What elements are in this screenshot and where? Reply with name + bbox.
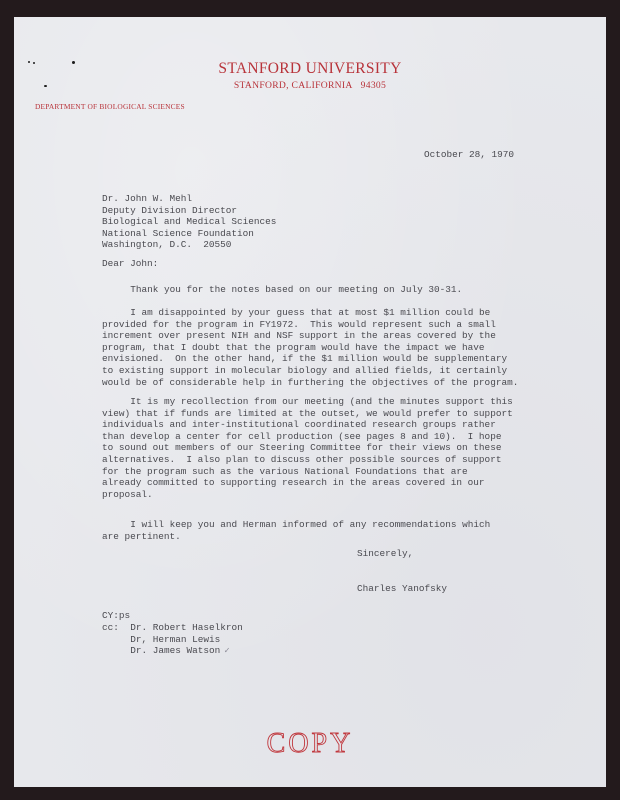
letterhead-institution: STANFORD UNIVERSITY [218, 60, 402, 77]
letter-date: October 28, 1970 [424, 149, 515, 160]
recipient-line: Washington, D.C. 20550 [102, 239, 232, 251]
paragraph-line: program, that I doubt that the program would have the impact we have [102, 341, 485, 353]
cc-list [102, 622, 243, 658]
paragraph-1 [102, 284, 462, 296]
paragraph-line: already committed to supporting research in the areas covered in our [102, 477, 485, 489]
paragraph-line: for the program such as the various National Foundations that are [102, 465, 468, 477]
cc-recipient: Dr. Robert Haselkron [130, 622, 243, 633]
closing: Sincerely, [357, 548, 414, 559]
line-text: I am disappointed by your guess that at most $1 million could be [130, 307, 491, 318]
copy-stamp: COPY [266, 728, 354, 759]
paragraph-line: are pertinent. [102, 530, 181, 542]
line-text: It is my recollection from our meeting (and the minutes support this [130, 396, 513, 407]
paragraph-line: would be of considerable help in furthering the objectives of the program. [102, 376, 519, 388]
paragraph-line [102, 519, 490, 531]
paragraph-3 [102, 396, 513, 500]
paragraph-line [102, 307, 518, 319]
cc-recipient: Dr. James Watson [130, 645, 221, 657]
paragraph-line: provided for the program in FY1972. This would represent such a small [102, 318, 496, 330]
typist-initials: CY:ps [102, 610, 131, 621]
checkmark-icon: ✓ [224, 646, 230, 657]
letterhead-location: STANFORD, CALIFORNIA [233, 80, 353, 91]
paragraph-4 [102, 519, 490, 542]
line-text: Thank you for the notes based on our meeting on July 30-31. [130, 284, 463, 295]
paragraph-line: than develop a center for cell production (see pages 8 and 10). I hope [102, 430, 502, 442]
paragraph-line: increment over present NIH and NSF support in the areas covered by the [102, 330, 496, 342]
paragraph-line: individuals and inter-institutional coordinated research groups rather [102, 419, 496, 431]
recipient-address [102, 193, 276, 251]
paragraph-line: to existing support in molecular biology and allied fields, it certainly [102, 364, 508, 376]
letterhead-address [0, 80, 620, 91]
letterhead-department: DEPARTMENT OF BIOLOGICAL SCIENCES [35, 102, 185, 111]
cc-row [102, 645, 243, 658]
paragraph-2 [102, 307, 518, 388]
recipient-line: Dr. John W. Mehl [102, 193, 193, 204]
recipient-line: National Science Foundation [102, 227, 254, 239]
line-text: I will keep you and Herman informed of any recommendations which [130, 519, 491, 530]
paragraph-line [102, 396, 513, 408]
paragraph-line [102, 284, 462, 296]
paragraph-line: alternatives. I also plan to discuss other possible sources of support [102, 453, 502, 465]
recipient-line: Deputy Division Director [102, 204, 238, 216]
letterhead-zip: 94305 [360, 80, 387, 91]
paragraph-line: envisioned. On the other hand, if the $1 million would be supplementary [102, 353, 508, 365]
paragraph-line: proposal. [102, 488, 153, 500]
cc-row [102, 634, 243, 646]
signer-name: Charles Yanofsky [357, 583, 448, 594]
recipient-line: Biological and Medical Sciences [102, 216, 277, 228]
cc-row [102, 622, 243, 634]
paragraph-line: view) that if funds are limited at the outset, we would prefer to support [102, 407, 513, 419]
cc-recipient: Dr, Herman Lewis [130, 633, 221, 645]
paragraph-line: to sound out members of our Steering Committee for their views on these [102, 442, 502, 454]
salutation: Dear John: [102, 258, 159, 269]
cc-label: cc: [102, 622, 119, 633]
